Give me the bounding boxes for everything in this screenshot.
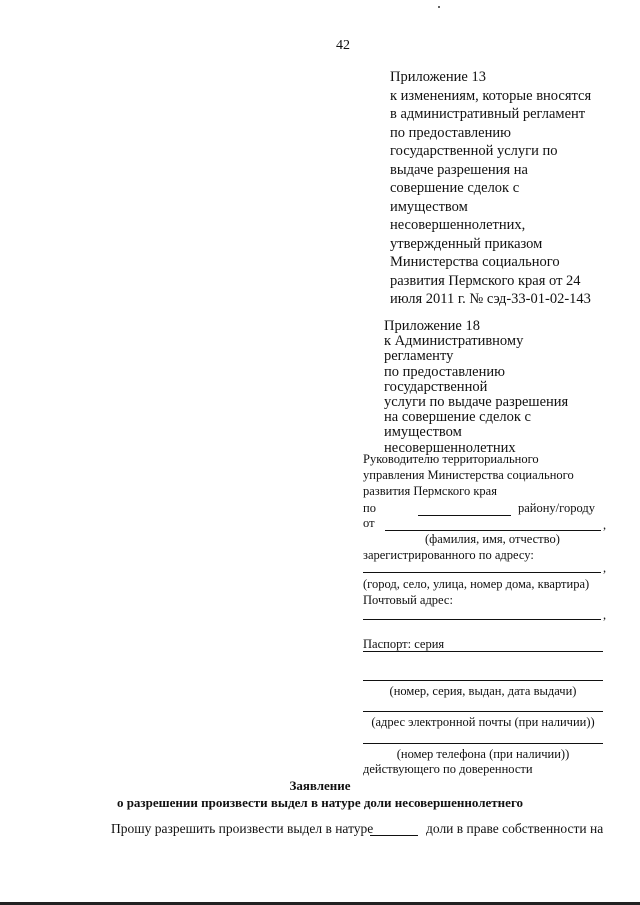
email-caption: (адрес электронной почты (при наличии)) [371,715,595,729]
appendix-13-line: утвержденный приказом [390,235,543,252]
proxy-label: действующего по доверенности [363,762,533,776]
ot-label: от [363,516,375,530]
statement-subtitle: о разрешении произвести выдел в натуре доли несовершеннолетнего [116,795,524,810]
appendix-13-line: развития Пермского края от 24 [390,272,581,289]
body-start: Прошу разрешить произвести выдел в натуре [111,821,374,836]
appendix-13-line: совершение сделок с [390,180,520,196]
district-field[interactable] [418,515,511,516]
appendix-18-line: несовершеннолетних [384,439,516,456]
appendix-18-line: к Административному [384,333,524,350]
appendix-13-line: имуществом [390,198,468,215]
passport-caption: (номер, серия, выдан, дата выдачи) [389,684,577,698]
fio-caption: (фамилия, имя, отчество) [425,532,560,546]
appendix-13-header [390,68,630,309]
statement-title: Заявление [289,778,351,793]
po-label: по [363,501,376,515]
comma: , [603,518,607,532]
registered-address-field[interactable] [363,572,601,573]
share-fraction-field[interactable] [370,835,418,836]
appendix-13-line: Приложение 13 [390,69,486,85]
appendix-18-line: имуществом [384,424,462,441]
appendix-13-line: выдаче разрешения на [390,161,528,178]
appendix-13-line: государственной услуги по [390,143,558,159]
appendix-13-line: к изменениям, которые вносятся [390,87,592,104]
appendix-18-line: государственной [384,378,488,395]
email-field[interactable] [363,711,603,712]
scan-speck [438,6,440,8]
appendix-13-line: несовершеннолетних, [390,217,526,233]
registered-label: зарегистрированного по адресу: [363,548,534,562]
appendix-18-line: регламенту [384,348,454,365]
comma: , [603,561,607,575]
appendix-13-line: по предоставлению [390,124,511,141]
page-number: 42 [336,38,350,53]
body-end: доли в праве собственности на [426,821,604,836]
address-caption: (город, село, улица, номер дома, квартира) [363,577,590,591]
statement-body-line [111,821,606,837]
appendix-18-line: на совершение сделок с [384,409,531,426]
addressee-line: управления Министерства социального [363,468,574,482]
addressee-line: Руководителю территориального [363,452,539,466]
postal-label: Почтовый адрес: [363,593,453,607]
passport-series-field[interactable] [363,651,603,652]
appendix-18-header [384,319,624,456]
appendix-13-line: Министерства социального [390,254,560,270]
postal-address-field[interactable] [363,619,601,620]
appendix-18-line: по предоставлению [384,363,505,380]
phone-field[interactable] [363,743,603,744]
addressee-line: развития Пермского края [363,484,497,498]
appendix-13-line: в административный регламент [390,106,586,122]
appendix-13-line: июля 2011 г. № сэд-33-01-02-143 [390,291,591,307]
applicant-name-field[interactable] [385,530,601,531]
passport-details-field[interactable] [363,680,603,681]
phone-caption: (номер телефона (при наличии)) [396,747,570,761]
passport-label: Паспорт: серия [363,637,445,651]
appendix-18-line: Приложение 18 [384,318,480,334]
comma: , [603,608,607,622]
district-suffix: району/городу [518,501,595,515]
appendix-18-line: услуги по выдаче разрешения [384,394,569,411]
